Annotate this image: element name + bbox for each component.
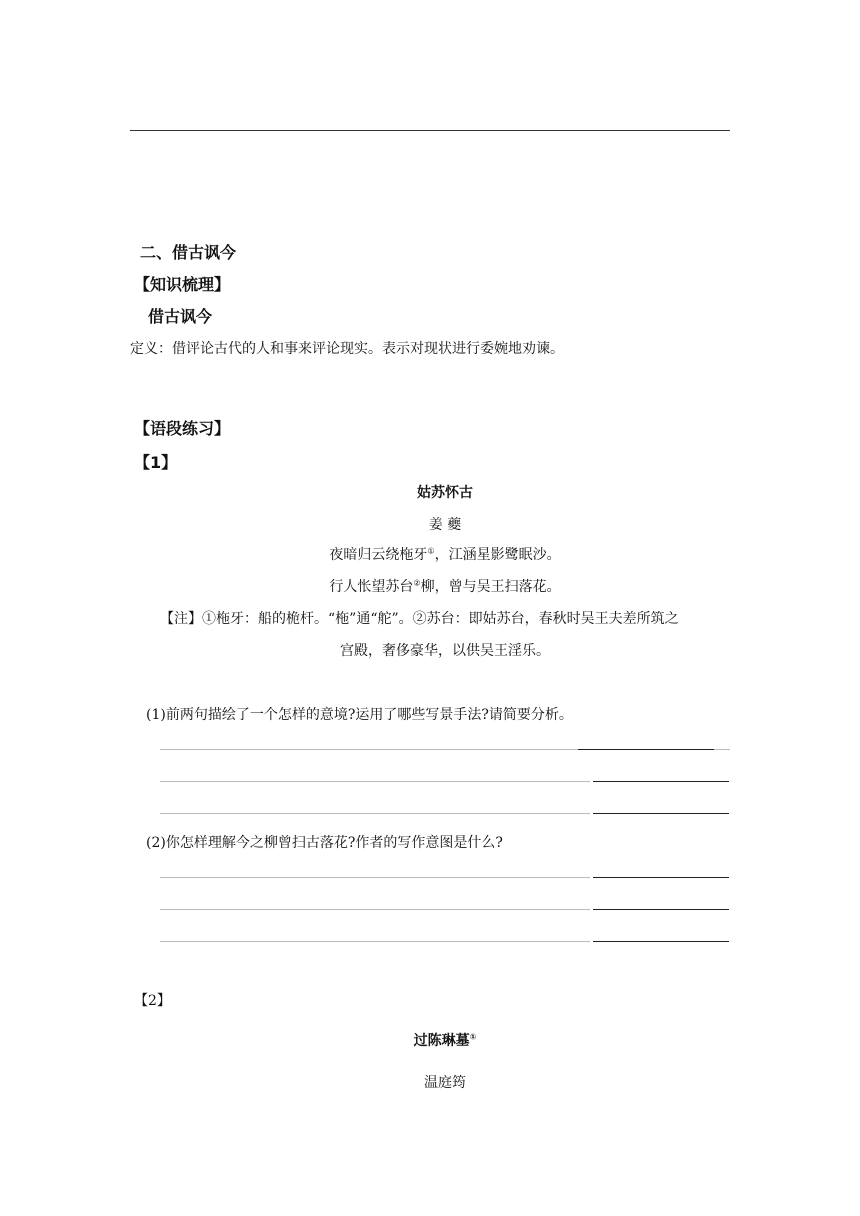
- poem-1-note-line-1: 【注】①柂牙：船的桅杆。“柂”通“舵”。②苏台：即姑苏台，春秋时吴王夫差所筑之: [160, 611, 679, 627]
- question-1-label: 【1】: [134, 453, 178, 472]
- footnote-mark-2: ②: [413, 578, 421, 588]
- footnote-mark-1: ①: [427, 546, 435, 556]
- poem-1-note-line-2: 宫殿，奢侈豪华，以供吴王淫乐。: [340, 643, 550, 659]
- question-2-prompt: (2)你怎样理解今之柳曾扫古落花?作者的写作意图是什么?: [146, 835, 503, 851]
- header-divider: [130, 130, 730, 131]
- practice-label: 【语段练习】: [134, 419, 231, 438]
- question-1-prompt: (1)前两句描绘了一个怎样的意境?运用了哪些写景手法?请简要分析。: [146, 707, 573, 723]
- poem-1-line-2-a: 行人怅望苏台: [329, 579, 414, 595]
- poem-1-author: 姜 夔: [428, 517, 462, 533]
- knowledge-label: 【知识梳理】: [134, 275, 231, 294]
- poem-1-line-1: [130, 544, 760, 564]
- poem-1-line-1-a: 夜暗归云绕柂牙: [329, 547, 428, 563]
- footnote-mark-3: ①: [469, 1032, 477, 1042]
- poem-1-line-2-b: 柳，曾与吴王扫落花。: [420, 579, 561, 595]
- section-heading: 二、借古讽今: [140, 243, 237, 262]
- poem-1-line-1-b: ，江涵星影鹭眠沙。: [434, 547, 561, 563]
- poem-1-line-2: [130, 576, 760, 596]
- concept-title: 借古讽今: [148, 307, 213, 326]
- poem-2-author: 温庭筠: [424, 1075, 466, 1091]
- definition-text: 定义：借评论古代的人和事来评论现实。表示对现状进行委婉地劝谏。: [130, 341, 564, 357]
- poem-2-title-text: 过陈琳墓: [413, 1033, 470, 1049]
- question-2-label: 【2】: [134, 993, 171, 1009]
- poem-2-title: [130, 1030, 760, 1050]
- poem-1-title: 姑苏怀古: [417, 485, 473, 501]
